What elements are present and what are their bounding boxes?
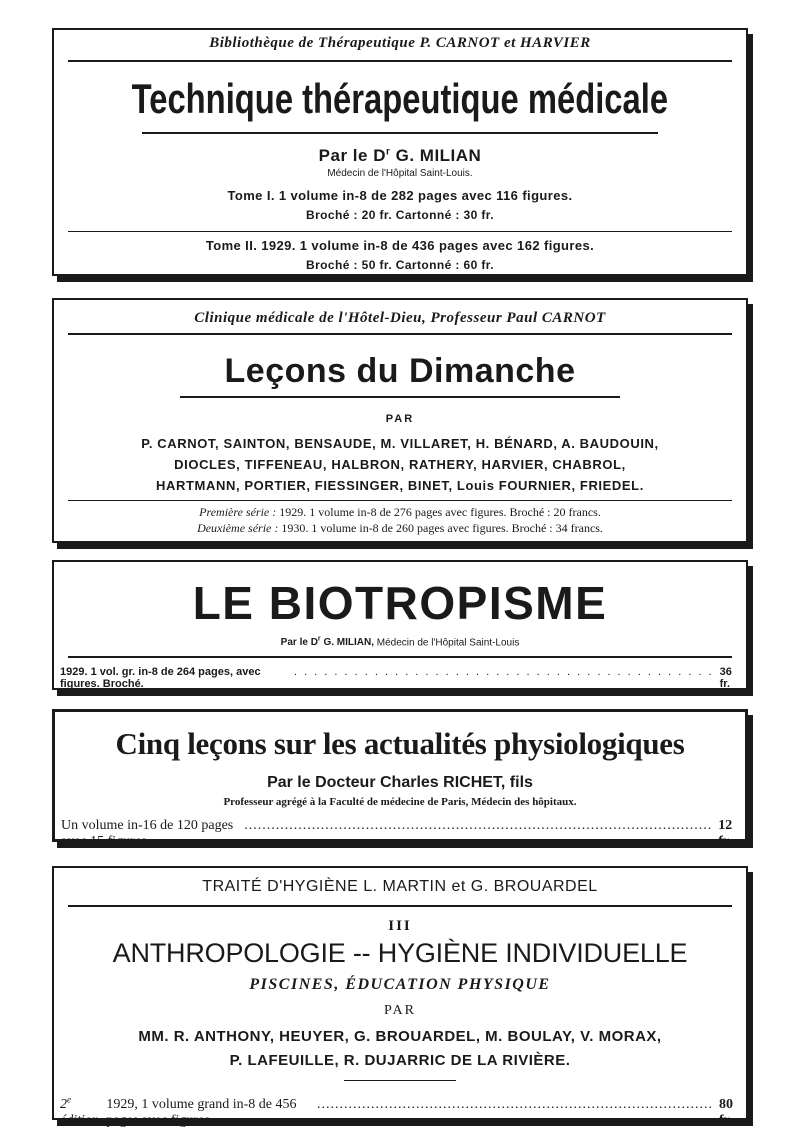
authors-line-3: HARTMANN, PORTIER, FIESSINGER, BINET, Louis FOURNIER, FRIEDEL.: [156, 478, 644, 493]
divider: [68, 500, 732, 501]
authors-line-1: MM. R. ANTHONY, HEUYER, G. BROUARDEL, M. BOULAY, V. MORAX,: [138, 1028, 662, 1045]
authors-line-2: DIOCLES, TIFFENEAU, HALBRON, RATHERY, HARVIER, CHABROL,: [174, 457, 626, 472]
details-row: [55, 818, 745, 850]
ad-cinq-lecons: [52, 709, 748, 849]
series-heading: Bibliothèque de Thérapeutique P. CARNOT et HARVIER: [209, 35, 591, 51]
affiliation: Médecin de l'Hôpital Saint-Louis.: [327, 168, 473, 179]
price: 36 fr.: [719, 666, 732, 690]
author-line: [54, 636, 746, 648]
edition-sup: e: [67, 1094, 71, 1104]
divider: [142, 132, 658, 134]
edition-word: édition.: [60, 1112, 103, 1128]
details: Un volume in-16 de 120 pages avec 15 figures: [61, 818, 234, 849]
affiliation: Médecin de l'Hôpital Saint-Louis: [376, 637, 520, 649]
series-heading: Clinique médicale de l'Hôtel-Dieu, Professeur Paul CARNOT: [194, 310, 606, 326]
tome-2-details: Tome II. 1929. 1 volume in-8 de 436 pages avec 162 figures.: [205, 238, 595, 253]
par-label: PAR: [385, 413, 415, 425]
series-2-line: [54, 521, 746, 536]
series-1-text: 1929. 1 volume in-8 de 276 pages avec figures. Broché : 20 francs.: [279, 505, 601, 519]
divider: [68, 656, 732, 658]
volume-number: III: [388, 918, 412, 934]
details-row: [54, 666, 746, 690]
book-title: Cinq leçons sur les actualités physiologiques: [115, 726, 685, 761]
book-title: Leçons du Dimanche: [224, 352, 576, 390]
series-2-label: Deuxième série :: [197, 521, 279, 535]
details-row: [54, 1094, 746, 1129]
details: 1929, 1 volume grand in-8 de 456 pages avec figures: [106, 1096, 297, 1128]
par-label: PAR: [384, 1003, 416, 1018]
price: 80 fr.: [718, 1096, 733, 1128]
author-sup: r: [317, 636, 321, 643]
affiliation: Professeur agrégé à la Faculté de médecine de Paris, Médecin des hôpitaux.: [223, 796, 577, 808]
series-heading: TRAITÉ D'HYGIÈNE L. MARTIN et G. BROUARDEL: [202, 878, 598, 895]
leader-dots: ........................................................................................: [316, 1096, 713, 1112]
author-line: [54, 146, 746, 166]
authors-line-1: P. CARNOT, SAINTON, BENSAUDE, M. VILLARET, H. BÉNARD, A. BAUDOUIN,: [141, 436, 659, 451]
price: 12 fr.: [718, 818, 733, 849]
book-title: Technique thérapeutique médicale: [131, 75, 669, 122]
leader-dots: ........................................................................................................: [244, 818, 713, 833]
details: 1929. 1 vol. gr. in-8 de 264 pages, avec figures. Broché.: [60, 666, 261, 690]
author-name: G. MILIAN: [395, 146, 482, 165]
divider: [68, 231, 732, 232]
ad-lecons-du-dimanche: [52, 298, 748, 543]
ad-le-biotropisme: [52, 560, 748, 690]
tome-2-price: Broché : 50 fr. Cartonné : 60 fr.: [306, 258, 494, 272]
author-name: G. MILIAN,: [323, 637, 374, 649]
series-1-label: Première série :: [199, 505, 277, 519]
book-title: ANTHROPOLOGIE -- HYGIÈNE INDIVIDUELLE: [112, 938, 688, 968]
book-title: LE BIOTROPISME: [192, 577, 608, 629]
authors-line-2: P. LAFEUILLE, R. DUJARRIC DE LA RIVIÈRE.: [229, 1052, 571, 1069]
author-sup: r: [385, 146, 391, 158]
tome-1-details: Tome I. 1 volume in-8 de 282 pages avec 116 figures.: [227, 188, 573, 203]
divider: [68, 333, 732, 335]
edition-num: 2: [60, 1096, 67, 1112]
divider: [68, 905, 732, 907]
divider: [344, 1080, 456, 1081]
ad-technique-therapeutique: [52, 28, 748, 276]
subtitle: PISCINES, ÉDUCATION PHYSIQUE: [249, 976, 551, 993]
author-prefix: Par le D: [280, 637, 318, 649]
series-1-line: [54, 505, 746, 520]
divider: [68, 60, 732, 62]
author-prefix: Par le D: [318, 146, 386, 165]
divider: [180, 396, 620, 398]
leader-dots: . . . . . . . . . . . . . . . . . . . . . . . . . . . . . . . . . . . . . . . . . .: [293, 666, 714, 678]
ad-traite-hygiene: [52, 866, 748, 1128]
series-2-text: 1930. 1 volume in-8 de 260 pages avec figures. Broché : 34 francs.: [281, 521, 603, 535]
tome-1-price: Broché : 20 fr. Cartonné : 30 fr.: [306, 208, 494, 222]
author-line: Par le Docteur Charles RICHET, fils: [267, 774, 533, 791]
edition: [60, 1094, 102, 1129]
